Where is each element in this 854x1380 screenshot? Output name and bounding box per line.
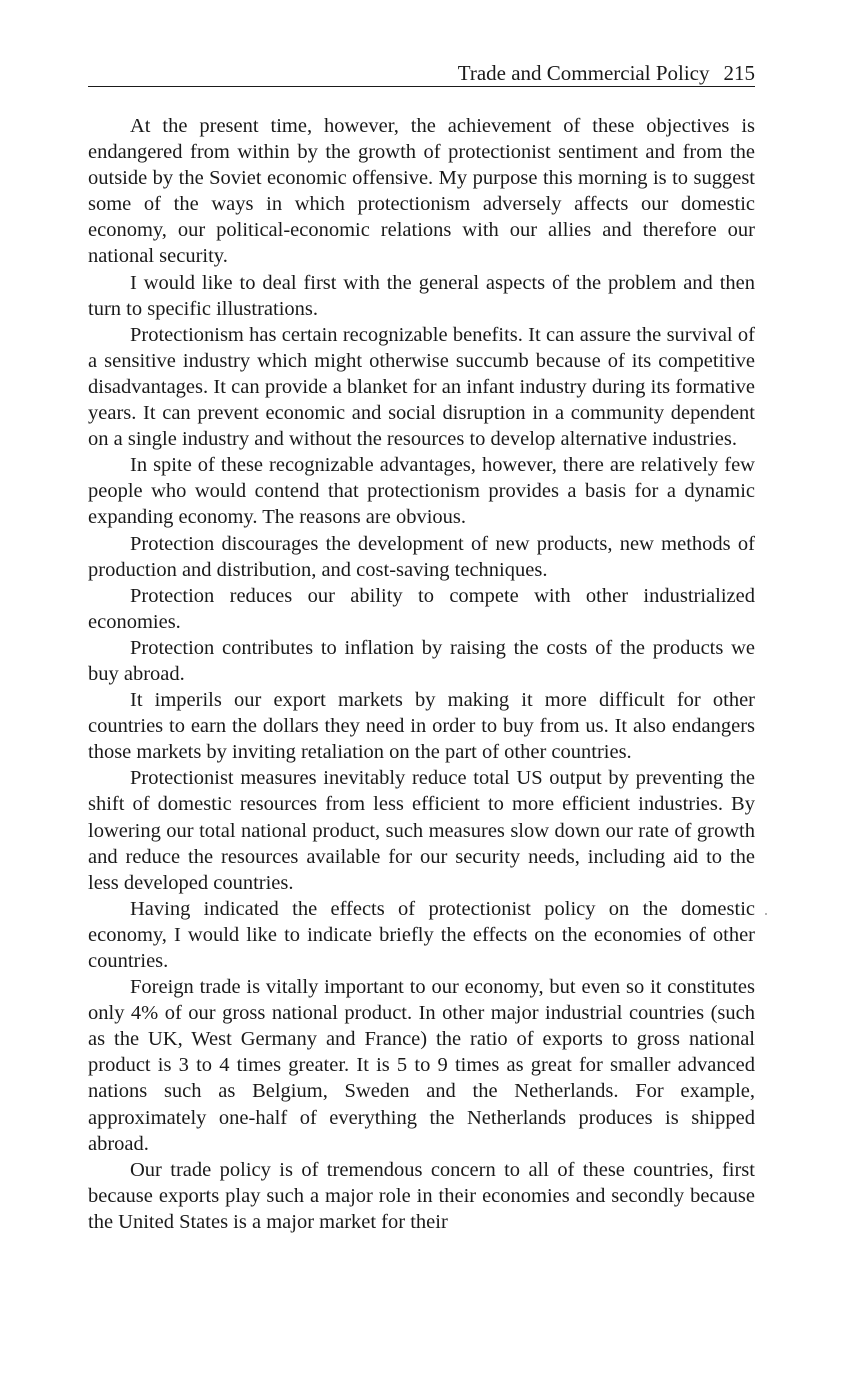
paragraph: Protection discourages the development of new products, new methods of production and distribution, and cost-saving techniques. [88, 532, 755, 581]
paragraph: Having indicated the effects of protectionist policy on the domestic economy, I would like to indicate briefly the effects on the economies of other countries. [88, 897, 755, 972]
running-head [88, 60, 755, 87]
page-number: 215 [723, 61, 755, 85]
paragraph: Our trade policy is of tremendous concern to all of these countries, first because exports play such a major role in their economies and secondly because the United States is a major market for their [88, 1158, 755, 1233]
paragraph: Protection contributes to inflation by raising the costs of the products we buy abroad. [88, 636, 755, 685]
paragraph: Protection reduces our ability to compete with other industrialized economies. [88, 584, 755, 633]
body-text [88, 113, 755, 1235]
running-head-title: Trade and Commercial Policy [457, 61, 710, 85]
paragraph: Protectionism has certain recognizable benefits. It can assure the survival of a sensitive industry which might otherwise succumb because of its competitive disadvantages. It can provide a blanket for an infant industry during its formative years. It can prevent economic and social disruption in a community dependent on a single industry and without the resources to develop alternative industries. [88, 323, 755, 451]
paragraph: Protectionist measures inevitably reduce total US output by preventing the shift of domestic resources from less efficient to more efficient industries. By lowering our total national product, such measures slow down our rate of growth and reduce the resources available for our security needs, including aid to the less developed countries. [88, 767, 755, 894]
paragraph: In spite of these recognizable advantages, however, there are relatively few people who would contend that protectionism provides a basis for a dynamic expanding economy. The reasons are obvious. [88, 454, 755, 529]
paragraph: Foreign trade is vitally important to our economy, but even so it constitutes only 4% of our gross national product. In other major industrial countries (such as the UK, West Germany and France) the ratio of exports to gross national product is 3 to 4 times greater. It is 5 to 9 times as great for smaller advanced nations such as Belgium, Sweden and the Netherlands. For example, approximately one-half of everything the Netherlands produces is shipped abroad. [88, 976, 755, 1155]
paragraph: It imperils our export markets by making it more difficult for other countries to earn the dollars they need in order to buy from us. It also endangers those markets by inviting retaliation on the part of other countries. [88, 689, 755, 764]
paragraph: At the present time, however, the achievement of these objectives is endangered from within by the growth of protectionist sentiment and from the outside by the Soviet economic offensive. My purpose this morning is to suggest some of the ways in which protectionism adversely affects our domestic economy, our political-economic relations with our allies and therefore our national security. [88, 115, 755, 268]
scan-speck [765, 913, 767, 915]
paragraph: I would like to deal first with the general aspects of the problem and then turn to specific illustrations. [88, 271, 755, 320]
